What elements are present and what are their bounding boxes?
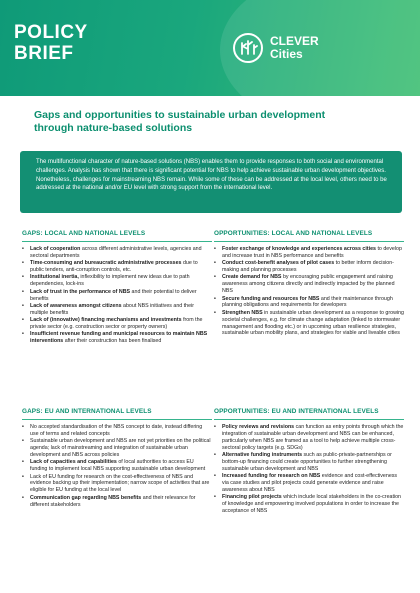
list-item [22, 331, 212, 345]
gaps-local-section [22, 230, 212, 345]
header-banner [0, 0, 420, 96]
list-item [22, 459, 212, 473]
bullet-icon: • [214, 295, 216, 302]
section-heading: OPPORTUNITIES: LOCAL AND NATIONAL LEVELS [214, 230, 404, 242]
item-bold-text: Create demand for NBS [222, 274, 282, 281]
bullet-icon: • [214, 246, 216, 252]
opportunities-local-section [214, 230, 404, 338]
item-bold-text: Lack of cooperation [30, 246, 81, 252]
bullet-icon: • [214, 494, 216, 501]
item-bold-text: Foster exchange of knowledge and experiences across cities [222, 246, 376, 252]
list-item [22, 424, 212, 438]
item-bold-text: Increased funding for research on NBS [222, 473, 321, 480]
item-bold-text: Lack of awareness amongst citizens [30, 302, 122, 309]
bullet-icon: • [22, 274, 24, 281]
opportunities-eu-section [214, 408, 404, 515]
item-text: to better inform decision-making and planning processes [222, 260, 394, 274]
item-bold-text: Time-consuming and bureaucratic administrative processes [30, 260, 182, 267]
item-text: which include local stakeholders in the co-creation of knowledge and empowering involved populations in order to increase the acceptance of NBS [222, 494, 401, 515]
bullet-icon: • [22, 246, 24, 252]
item-bold-text: Institutional inertia, [30, 274, 79, 281]
bullet-icon: • [22, 260, 24, 267]
item-text: due to public tenders, anti-corruption controls, etc. [30, 260, 198, 274]
item-text: inflexibility to implement new ideas due to path dependencies, lock-ins [30, 274, 190, 288]
item-text: from the private sector (e.g. construction sector or property owners) [30, 317, 203, 330]
bullet-icon: • [22, 288, 24, 295]
clever-cities-logo [232, 32, 319, 64]
item-bold-text: Lack of (innovative) financing mechanisms and investments [30, 317, 182, 324]
bullet-icon: • [214, 274, 216, 281]
section-heading: GAPS: EU AND INTERNATIONAL LEVELS [22, 408, 212, 420]
item-bold-text: Conduct cost-benefit analyses of pilot cases [222, 260, 335, 267]
list-item [214, 310, 404, 338]
bullet-icon: • [214, 473, 216, 480]
intro-box: The multifunctional character of nature-based solutions (NBS) enables them to provide responses to both social and environmental challenges. Analysis has shown that there is significant potential for NBS to help achieve sustainable urban development objectives. Nonetheless, challenges for mainstreaming NBS remain. While some of these can be addressed at the local level, others need to be addressed at the national and/or EU level with strong support from the international level. [20, 151, 402, 213]
list-item [214, 260, 404, 274]
item-text: and their relevance for different stakeholders [30, 494, 196, 508]
bullet-icon: • [214, 424, 216, 430]
item-text: Lack of EU funding for research on the cost-effectiveness of NBS and evidence backing up their implementation; narrow scope of activities that are eligible for EU funding at the local level [30, 473, 210, 494]
list-item [22, 438, 212, 459]
bullet-icon: • [22, 331, 24, 338]
bullet-icon: • [214, 452, 216, 459]
logo-wordmark [270, 35, 319, 61]
item-text: in sustainable urban development as a response to growing societal challenges, e.g. for climate change adaptation (linked to stormwater management and flooding etc.) or in upcoming urban resilience strategies, sustainable urban mobility plans, and strategies for viable and liveable cities [222, 309, 404, 337]
list-item [214, 473, 404, 494]
item-bold-text: Lack of capacities and capabilities [30, 459, 117, 466]
item-bold-text: Financing pilot projects [222, 494, 282, 501]
item-text: by encouraging public engagement and raising awareness among citizens directly and indirectly impacted by the planned NBS [222, 274, 395, 295]
bullet-icon: • [22, 473, 24, 480]
item-text: of local authorities to access EU funding to implement local NBS supporting sustainable urban development [30, 459, 206, 473]
list-item [22, 495, 212, 509]
bullet-list [22, 424, 212, 508]
item-text: and their maintenance through planning obligations and requirements for developers [222, 295, 393, 309]
brief-line-1: POLICY [14, 22, 88, 43]
logo-line-2: Cities [270, 47, 303, 61]
item-text: Sustainable urban development and NBS are not yet priorities on the political agenda; lack of mainstreaming and integration of sustainable urban development and NBS across policies [30, 438, 211, 459]
bullet-icon: • [22, 302, 24, 309]
bullet-icon: • [214, 260, 216, 267]
item-bold-text: Communication gap regarding NBS benefits [30, 494, 142, 501]
list-item [22, 246, 212, 260]
section-heading: OPPORTUNITIES: EU AND INTERNATIONAL LEVELS [214, 408, 404, 420]
list-item [214, 494, 404, 515]
item-text: and their potential to deliver benefits [30, 288, 197, 302]
bullet-icon: • [22, 494, 24, 501]
item-text: across different administrative levels, agencies and sectoral departments [30, 246, 202, 259]
page-title: Gaps and opportunities to sustainable urban development through nature-based solutions [34, 109, 326, 134]
list-item [214, 246, 404, 260]
list-item [22, 474, 212, 495]
bullet-icon: • [22, 317, 24, 324]
item-text: after their construction has been finalised [63, 338, 162, 345]
list-item [22, 303, 212, 317]
bullet-icon: • [22, 459, 24, 466]
item-text: evidence and cost-effectiveness via case studies and pilot projects could generate evidence and raise awareness about NBS [222, 473, 398, 493]
item-bold-text: Policy reviews and revisions [222, 424, 295, 430]
list-item [214, 452, 404, 473]
item-text: to develop and increase trust in NBS performance and benefits [222, 246, 402, 259]
list-item [22, 260, 212, 274]
bullet-icon: • [214, 309, 216, 316]
gaps-eu-section [22, 408, 212, 509]
list-item [214, 296, 404, 310]
bullet-list [22, 246, 212, 345]
item-bold-text: Alternative funding instruments [222, 452, 303, 459]
item-bold-text: Strengthen NBS [222, 309, 263, 316]
list-item [214, 274, 404, 295]
clever-cities-emblem-icon [232, 32, 264, 64]
policy-brief-label [14, 22, 88, 64]
item-text: about NBS initiatives and their multiple benefits [30, 302, 194, 316]
item-text: such as public-private-partnerships or bottom-up financing could create opportunities to further strengthening sustainable urban development and NBS [222, 452, 392, 472]
bullet-list [214, 424, 404, 515]
item-bold-text: Insufficient revenue funding and municipal resources to maintain NBS interventions [30, 331, 208, 345]
section-heading: GAPS: LOCAL AND NATIONAL LEVELS [22, 230, 212, 242]
list-item [22, 317, 212, 331]
list-item [214, 424, 404, 452]
list-item [22, 274, 212, 288]
brief-line-2: BRIEF [14, 43, 74, 64]
bullet-list [214, 246, 404, 337]
bullet-icon: • [22, 438, 24, 445]
item-text: No accepted standardisation of the NBS concept to date, instead differing use of terms and related concepts [30, 424, 203, 437]
item-bold-text: Lack of trust in the performance of NBS [30, 288, 131, 295]
list-item [22, 289, 212, 303]
item-bold-text: Secure funding and resources for NBS [222, 295, 320, 302]
logo-line-1: CLEVER [270, 34, 319, 48]
bullet-icon: • [22, 424, 24, 430]
item-text: can function as entry points through which the integration of sustainable urban development and NBS can be enhanced, particularly when NBS are framed as a tool to help achieve multiple cross-sectoral policy targets (e.g. SDGs) [222, 424, 404, 451]
